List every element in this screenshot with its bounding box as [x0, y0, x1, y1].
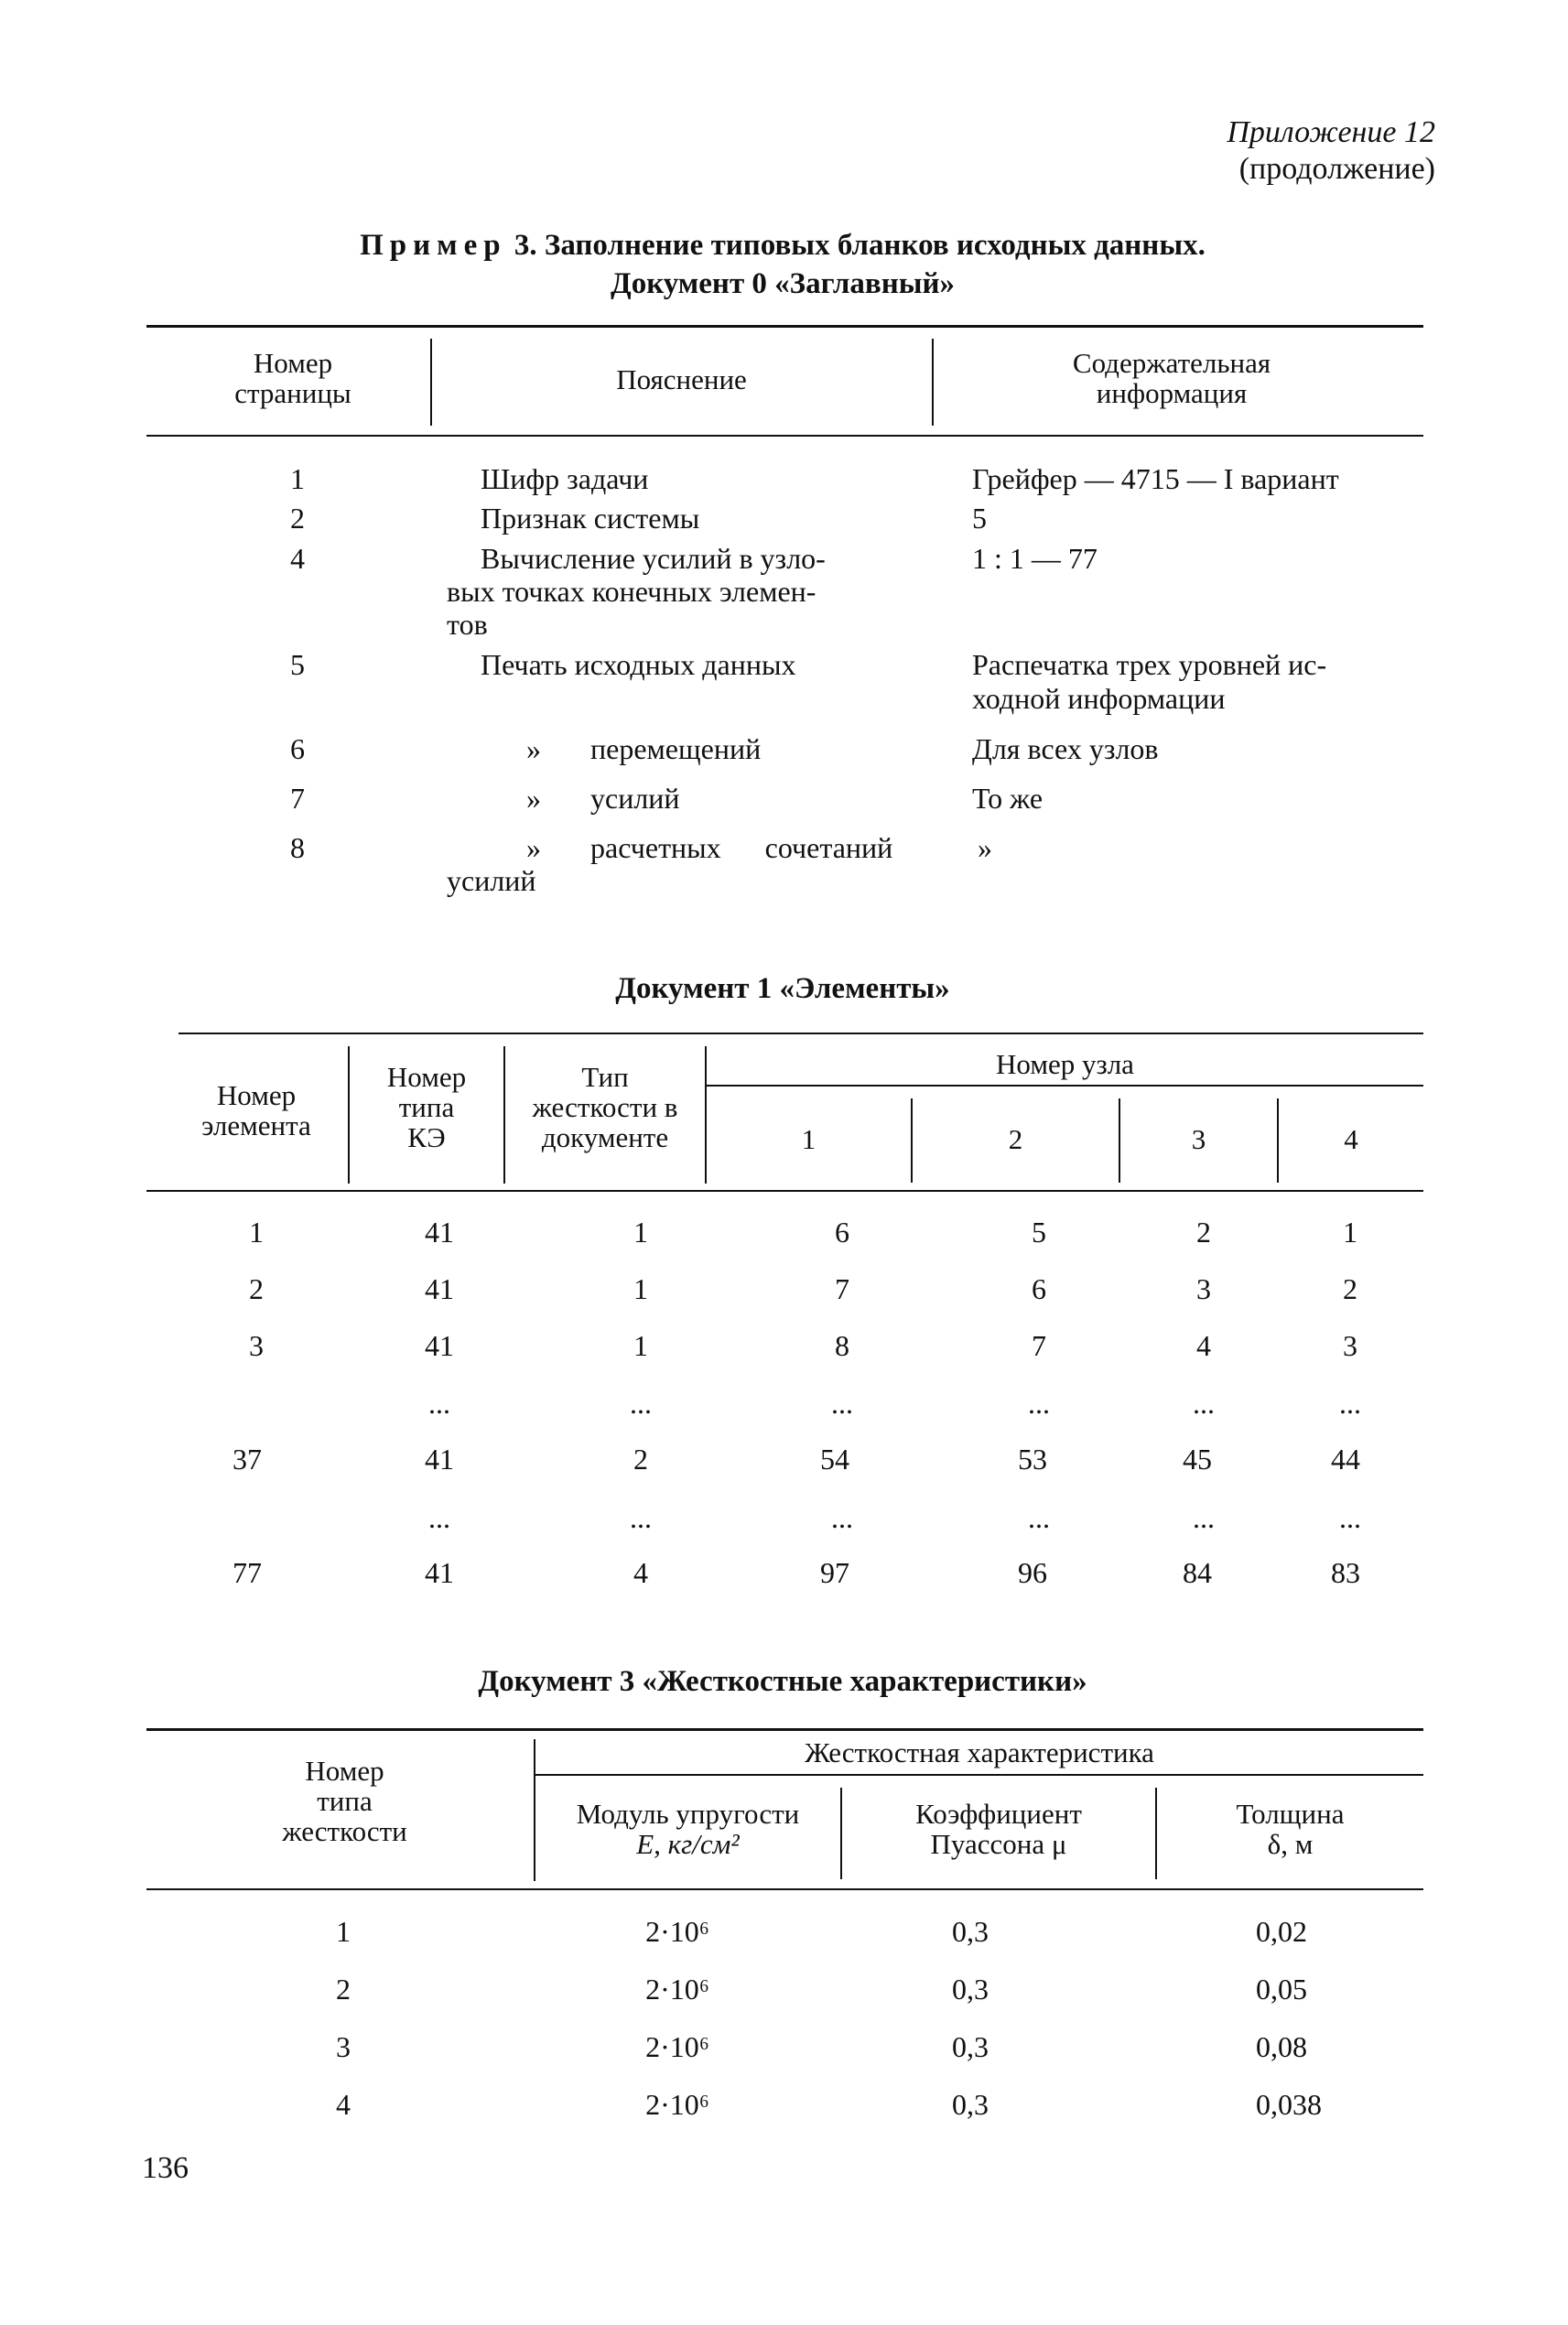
- explanation-cell: Шифр задачи: [481, 462, 649, 495]
- node-cell: 6: [835, 1216, 849, 1249]
- info-cell: Для всех узлов: [972, 732, 1159, 765]
- explanation-cell-cont: усилий: [447, 864, 536, 897]
- info-cell: »: [978, 831, 992, 864]
- doc1-title: Документ 1 «Элементы»: [615, 972, 950, 1005]
- doc3-header-thickness: Толщина δ, м: [1236, 1798, 1345, 1860]
- doc0-header-info: Содержательная информация: [1072, 347, 1271, 409]
- modulus-cell: 2·10⁶: [645, 2030, 709, 2063]
- doc1-top-rule: [178, 1033, 1423, 1034]
- doc1-header-rule: [146, 1190, 1423, 1192]
- node-cell: 6: [1032, 1272, 1046, 1305]
- info-cell: 1 : 1 — 77: [972, 542, 1098, 575]
- appendix-label: Приложение 12: [1227, 115, 1435, 149]
- fe-type-cell: 41: [425, 1443, 454, 1476]
- node-cell: 83: [1331, 1556, 1360, 1589]
- stiffness-cell: 1: [633, 1272, 648, 1305]
- doc1-header-node-1: 1: [801, 1123, 816, 1155]
- ditto-mark: »: [526, 831, 541, 864]
- ellipsis-cell: ...: [630, 1387, 652, 1420]
- thickness-cell: 0,08: [1256, 2030, 1307, 2063]
- thickness-cell: 0,038: [1256, 2088, 1322, 2121]
- explanation-cell: Печать исходных данных: [481, 648, 796, 681]
- element-cell: 2: [249, 1272, 264, 1305]
- stiffness-number-cell: 4: [336, 2088, 351, 2121]
- stiffness-number-cell: 2: [336, 1973, 351, 2006]
- appendix-header: [1227, 114, 1435, 188]
- page-number-cell: 6: [290, 732, 305, 765]
- fe-type-cell: 41: [425, 1272, 454, 1305]
- explanation-cell: усилий: [590, 782, 680, 815]
- node-cell: 7: [835, 1272, 849, 1305]
- ellipsis-cell: ...: [1028, 1387, 1050, 1420]
- explanation-cell: расчетных сочетаний: [590, 831, 893, 864]
- ellipsis-cell: ...: [428, 1387, 450, 1420]
- doc1-header-element: Номер элемента: [201, 1079, 311, 1141]
- node-cell: 3: [1196, 1272, 1211, 1305]
- explanation-cell-cont: тов: [447, 608, 488, 641]
- modulus-cell: 2·10⁶: [645, 1973, 709, 2006]
- page-number-cell: 4: [290, 542, 305, 575]
- poisson-cell: 0,3: [952, 1915, 989, 1948]
- stiffness-number-cell: 3: [336, 2030, 351, 2063]
- ellipsis-cell: ...: [1339, 1387, 1361, 1420]
- doc3-header-group: Жесткостная характеристика: [805, 1736, 1154, 1768]
- element-cell: 37: [232, 1443, 262, 1476]
- ellipsis-cell: ...: [1028, 1501, 1050, 1534]
- ellipsis-cell: ...: [831, 1387, 853, 1420]
- doc1-header-fe-type: Номер типа КЭ: [386, 1061, 467, 1153]
- doc3-header-modulus: Модуль упругости E, кг/см²: [576, 1798, 800, 1860]
- doc1-header-node-4: 4: [1344, 1123, 1358, 1155]
- ellipsis-cell: ...: [428, 1501, 450, 1534]
- node-cell: 96: [1018, 1556, 1047, 1589]
- fe-type-cell: 41: [425, 1329, 454, 1362]
- ellipsis-cell: ...: [630, 1501, 652, 1534]
- page-number-cell: 5: [290, 648, 305, 681]
- element-cell: 77: [232, 1556, 262, 1589]
- page-number: 136: [142, 2151, 189, 2185]
- stiffness-cell: 4: [633, 1556, 648, 1589]
- doc1-header-node-3: 3: [1191, 1123, 1206, 1155]
- node-cell: 1: [1343, 1216, 1357, 1249]
- page-number-cell: 1: [290, 462, 305, 495]
- thickness-cell: 0,02: [1256, 1915, 1307, 1948]
- doc0-header-page: Номер страницы: [234, 347, 351, 409]
- node-cell: 3: [1343, 1329, 1357, 1362]
- node-cell: 4: [1196, 1329, 1211, 1362]
- stiffness-cell: 1: [633, 1329, 648, 1362]
- doc3-top-rule: [146, 1728, 1423, 1731]
- poisson-cell: 0,3: [952, 2088, 989, 2121]
- explanation-cell: Вычисление усилий в узло-: [481, 542, 826, 575]
- thickness-cell: 0,05: [1256, 1973, 1307, 2006]
- info-cell: 5: [972, 502, 987, 535]
- element-cell: 3: [249, 1329, 264, 1362]
- doc3-header-rule: [146, 1888, 1423, 1890]
- modulus-cell: 2·10⁶: [645, 2088, 709, 2121]
- fe-type-cell: 41: [425, 1556, 454, 1589]
- doc0-title: Документ 0 «Заглавный»: [610, 267, 956, 300]
- node-cell: 84: [1183, 1556, 1212, 1589]
- node-cell: 45: [1183, 1443, 1212, 1476]
- poisson-cell: 0,3: [952, 1973, 989, 2006]
- stiffness-cell: 2: [633, 1443, 648, 1476]
- modulus-cell: 2·10⁶: [645, 1915, 709, 1948]
- doc1-header-node-group: Номер узла: [996, 1048, 1134, 1080]
- element-cell: 1: [249, 1216, 264, 1249]
- doc3-header-poisson: Коэффициент Пуассона μ: [915, 1798, 1082, 1860]
- page-number-cell: 2: [290, 502, 305, 535]
- example-prefix: Пример: [360, 229, 507, 262]
- node-cell: 5: [1032, 1216, 1046, 1249]
- doc3-title: Документ 3 «Жесткостные характеристики»: [478, 1665, 1087, 1698]
- ellipsis-cell: ...: [1339, 1501, 1361, 1534]
- node-cell: 7: [1032, 1329, 1046, 1362]
- stiffness-number-cell: 1: [336, 1915, 351, 1948]
- page-number-cell: 7: [290, 782, 305, 815]
- fe-type-cell: 41: [425, 1216, 454, 1249]
- doc3-header-stiffness-type: Номер типа жесткости: [282, 1755, 407, 1847]
- info-cell: Грейфер — 4715 — I вариант: [972, 462, 1339, 495]
- ellipsis-cell: ...: [831, 1501, 853, 1534]
- example-number: 3.: [514, 229, 537, 262]
- doc0-header-explanation: Пояснение: [616, 363, 747, 395]
- node-cell: 54: [820, 1443, 849, 1476]
- poisson-cell: 0,3: [952, 2030, 989, 2063]
- continuation-label: (продолжение): [1238, 152, 1435, 186]
- page-number-cell: 8: [290, 831, 305, 864]
- doc0-top-rule: [146, 325, 1423, 328]
- explanation-cell: перемещений: [590, 732, 762, 765]
- info-cell-cont: ходной информации: [972, 682, 1226, 715]
- ditto-mark: »: [526, 732, 541, 765]
- doc0-header-rule: [146, 435, 1423, 437]
- node-cell: 2: [1196, 1216, 1211, 1249]
- doc1-header-stiffness-type: Тип жесткости в документе: [532, 1061, 678, 1153]
- info-cell: Распечатка трех уровней ис-: [972, 648, 1327, 681]
- example-text: Заполнение типовых бланков исходных данных.: [544, 229, 1206, 262]
- info-cell: То же: [972, 782, 1044, 815]
- doc1-header-node-2: 2: [1008, 1123, 1023, 1155]
- node-cell: 44: [1331, 1443, 1360, 1476]
- node-cell: 97: [820, 1556, 849, 1589]
- ellipsis-cell: ...: [1193, 1501, 1215, 1534]
- ditto-mark: »: [526, 782, 541, 815]
- doc1-node-group-rule: [707, 1085, 1423, 1087]
- explanation-cell: Признак системы: [481, 502, 700, 535]
- ellipsis-cell: ...: [1193, 1387, 1215, 1420]
- example-title: [165, 227, 1400, 264]
- node-cell: 2: [1343, 1272, 1357, 1305]
- node-cell: 8: [835, 1329, 849, 1362]
- stiffness-cell: 1: [633, 1216, 648, 1249]
- explanation-cell-cont: вых точках конечных элемен-: [447, 575, 816, 608]
- node-cell: 53: [1018, 1443, 1047, 1476]
- doc3-group-rule: [535, 1774, 1423, 1776]
